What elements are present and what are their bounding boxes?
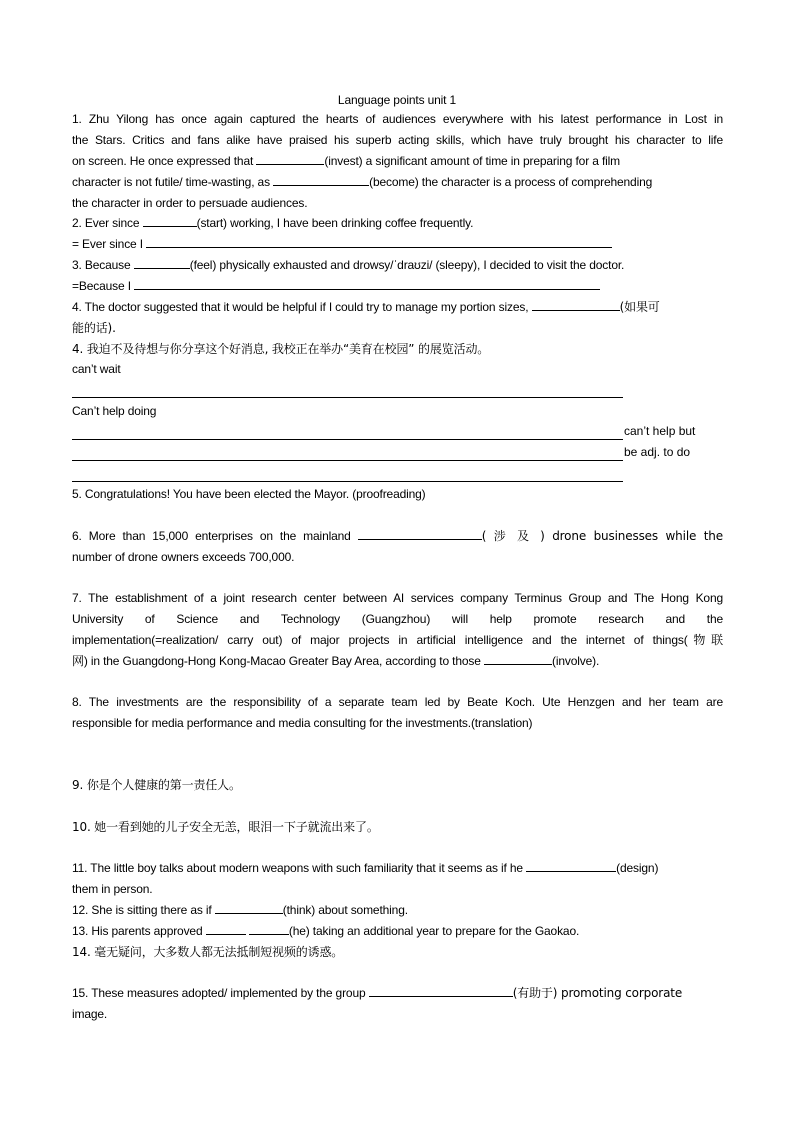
q5-line: 5. Congratulations! You have been elected the Mayor. (proofreading)	[72, 487, 426, 501]
q2-rewrite-line	[72, 234, 723, 255]
q3-rewrite-line	[72, 276, 723, 297]
q4b-cant-help-doing-answer-line[interactable]	[72, 439, 623, 440]
q3-line	[72, 255, 723, 276]
q4-blank-if-possible[interactable]	[532, 297, 620, 311]
q7-line-1: 7. The establishment of a joint research center between AI services company Terminus Group and The Hong Kong	[72, 591, 723, 605]
q10-line: 10. 她一看到她的儿子安全无恙，眼泪一下子就流出来了。	[72, 820, 379, 834]
q4-line	[72, 297, 723, 318]
q11-line-2: them in person.	[72, 882, 153, 896]
q13-text-a: 13. His parents approved	[72, 924, 203, 938]
q15-blank-contribute[interactable]	[369, 983, 513, 997]
q3-text-b: (feel) physically exhausted and drowsy/ˈdraʊzi/ (sleepy), I decided to visit the doctor.	[189, 258, 625, 272]
q7-text-4b: (involve).	[551, 654, 600, 668]
q11-text-a: 11. The little boy talks about modern weapons with such familiarity that it seems as if he	[72, 861, 523, 875]
q13-blank-1[interactable]	[206, 921, 246, 935]
q4b-cant-help-doing-label: Can’t help doing	[72, 404, 157, 418]
q1-text-4b: (become) the character is a process of comprehending	[369, 175, 653, 189]
q1-text-3a: on screen. He once expressed that	[72, 154, 254, 168]
q4-line-2: 能的话).	[72, 321, 116, 335]
q12-text-b: (think) about something.	[282, 903, 408, 917]
q13-blank-he[interactable]	[249, 921, 289, 935]
q12-line	[72, 900, 723, 921]
q15-line	[72, 983, 723, 1004]
q15-line-2: image.	[72, 1007, 108, 1021]
q4-text-b: (如果可	[619, 300, 660, 314]
q4b-be-adj-label: be adj. to do	[624, 445, 691, 459]
q4-text-a: 4. The doctor suggested that it would be helpful if I could try to manage my portion sizes,	[72, 300, 529, 314]
q11-text-b: (design)	[616, 861, 659, 875]
q4b-chinese-sentence: 4. 我迫不及待想与你分享这个好消息, 我校正在举办“美育在校园” 的展览活动。	[72, 342, 490, 356]
q6-text-a: 6. More than 15,000 enterprises on the mainland	[72, 529, 351, 543]
q4b-cant-help-but-answer-line[interactable]	[72, 460, 623, 461]
q3-text-a: 3. Because	[72, 258, 131, 272]
q4b-cant-help-but-label: can’t help but	[624, 424, 696, 438]
q2-line	[72, 213, 723, 234]
q4b-be-adj-answer-line[interactable]	[72, 481, 623, 482]
q2-blank-start[interactable]	[143, 213, 197, 227]
q7-line-3: implementation(=realization/ carry out) of major projects in artificial intelligence and the internet of things(物联	[72, 633, 723, 647]
q15-text-a: 15. These measures adopted/ implemented by the group	[72, 986, 366, 1000]
q4b-cant-wait-answer-line[interactable]	[72, 397, 623, 398]
q2-text-a: 2. Ever since	[72, 216, 140, 230]
q6-line	[72, 526, 723, 547]
q12-text-a: 12. She is sitting there as if	[72, 903, 212, 917]
q11-line	[72, 858, 723, 879]
q13-line	[72, 921, 723, 942]
q13-text-b: (he) taking an additional year to prepare for the Gaokao.	[288, 924, 580, 938]
q3-rewrite-label: =Because I	[72, 279, 131, 293]
q9-line: 9. 你是个人健康的第一责任人。	[72, 778, 241, 792]
q1-text-3b: (invest) a significant amount of time in preparing for a film	[324, 154, 621, 168]
q1-blank-invest[interactable]	[256, 151, 324, 165]
q1-line-2: the Stars. Critics and fans alike have praised his superb acting skills, which have truly brought his character to life	[72, 133, 723, 147]
q8-line-1: 8. The investments are the responsibility of a separate team led by Beate Koch. Ute Henzgen and her team are	[72, 695, 723, 709]
q14-line: 14. 毫无疑问，大多数人都无法抵制短视频的诱惑。	[72, 945, 344, 959]
q1-text-4a: character is not futile/ time-wasting, as	[72, 175, 270, 189]
q8-line-2: responsible for media performance and media consulting for the investments.(translation)	[72, 716, 533, 730]
q2-text-b: (start) working, I have been drinking coffee frequently.	[196, 216, 474, 230]
q11-blank-design[interactable]	[526, 858, 616, 872]
q6-blank-involve[interactable]	[358, 526, 482, 540]
q7-line-2: University of Science and Technology (Guangzhou) will help promote research and the	[72, 612, 723, 626]
q2-rewrite-blank[interactable]	[146, 234, 612, 248]
q7-text-4a: 网) in the Guangdong-Hong Kong-Macao Greater Bay Area, according to those	[72, 654, 481, 668]
q12-blank-think[interactable]	[215, 900, 283, 914]
q3-blank-feel[interactable]	[134, 255, 190, 269]
page-title: Language points unit 1	[337, 93, 457, 107]
q6-line-2: number of drone owners exceeds 700,000.	[72, 550, 295, 564]
q6-text-b: ( 涉 及 ) drone businesses while the	[481, 529, 723, 543]
q7-blank-involve[interactable]	[484, 651, 552, 665]
q2-rewrite-label: = Ever since I	[72, 237, 143, 251]
q4b-cant-wait-label: can’t wait	[72, 362, 121, 376]
q3-rewrite-blank[interactable]	[134, 276, 600, 290]
q1-line-3	[72, 151, 723, 172]
q1-line-4	[72, 172, 723, 193]
q1-blank-become[interactable]	[273, 172, 369, 186]
q15-text-b: (有助于) promoting corporate	[512, 986, 683, 1000]
q1-line-5: the character in order to persuade audiences.	[72, 196, 308, 210]
q7-line-4	[72, 651, 723, 672]
q1-line-1: 1. Zhu Yilong has once again captured the hearts of audiences everywhere with his latest performance in Lost in	[72, 112, 723, 126]
